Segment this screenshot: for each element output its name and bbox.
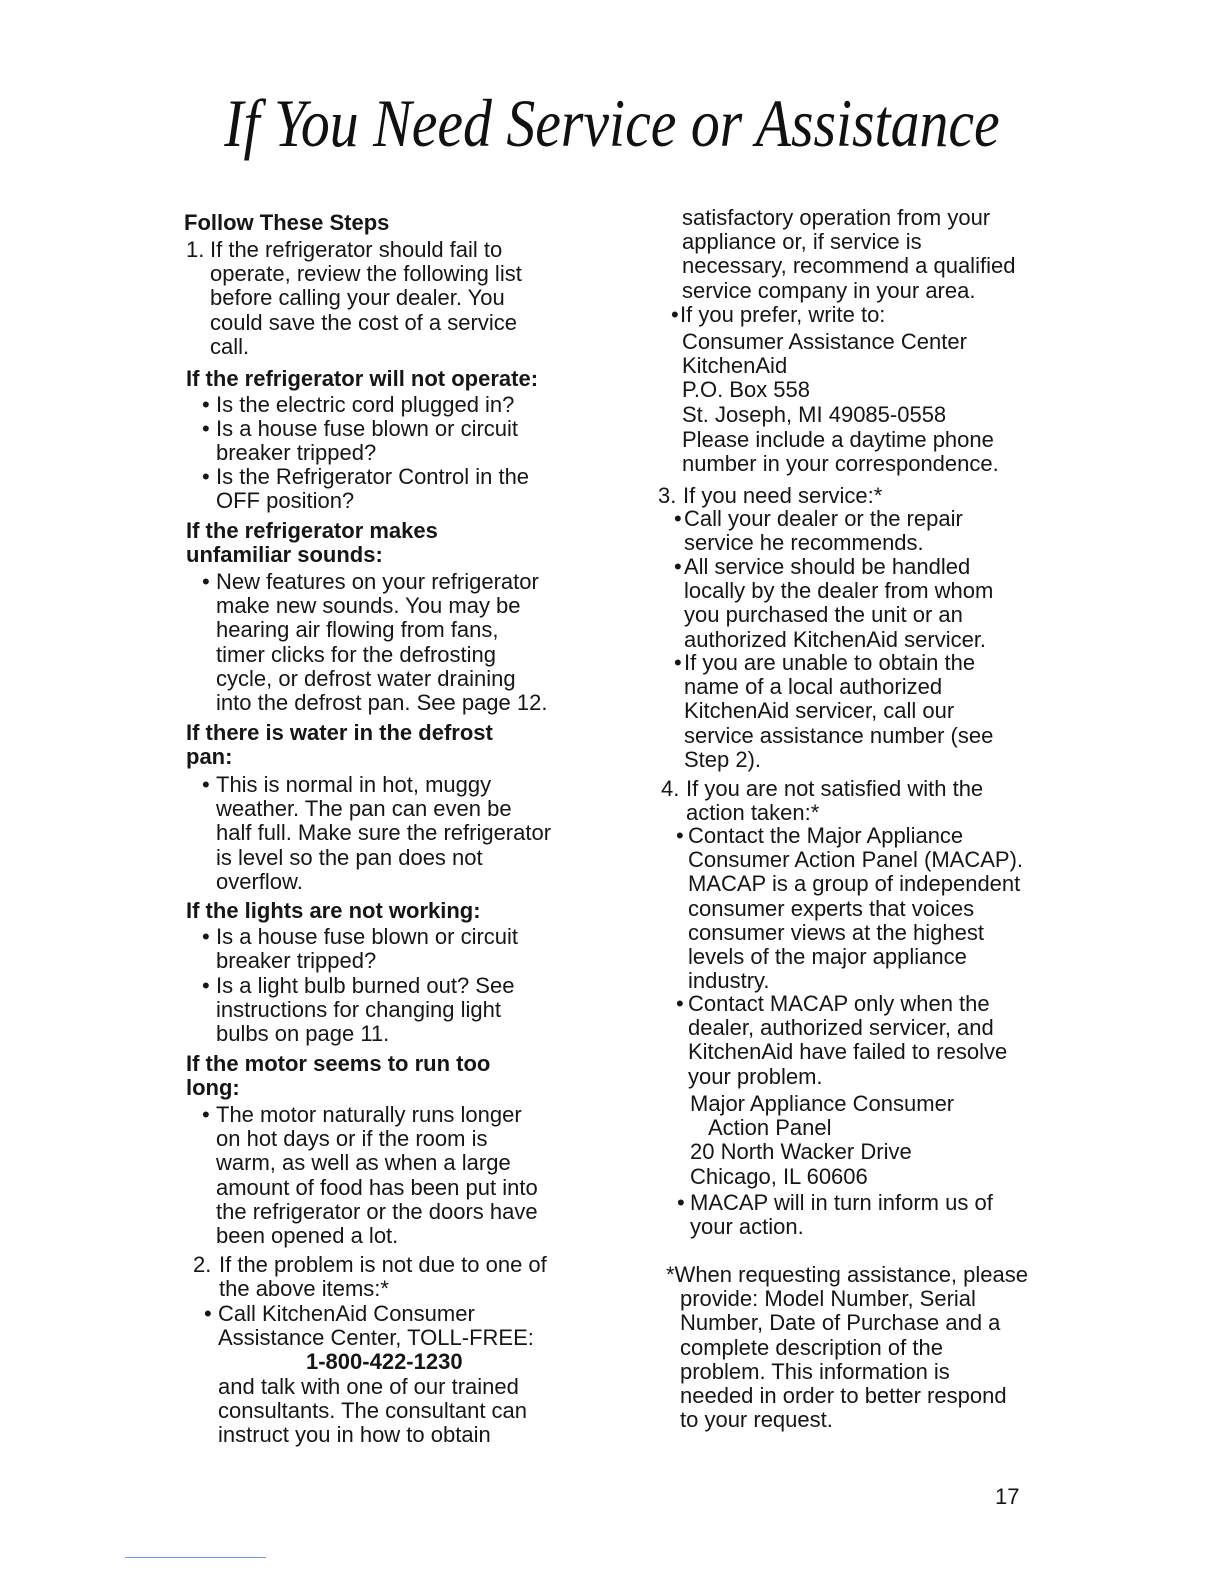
step-text: If the problem is not due to one of the above items:* (219, 1252, 547, 1302)
list-item-text: Is the Refrigerator Control in the OFF position? (216, 464, 530, 514)
list-item (676, 991, 1008, 1089)
step-text: If the refrigerator should fail to operate, review the following list before calling your dealer. You could save the cost of a service call. (210, 237, 522, 359)
address-line: Consumer Assistance Center (682, 329, 967, 354)
address-line: P.O. Box 558 (682, 377, 811, 403)
address-line: KitchenAid (682, 353, 788, 379)
paragraph: satisfactory operation from your appliance or, if service is necessary, recommend a qualified service company in your area. (682, 205, 1016, 303)
list-item-text: New features on your refrigerator make new sounds. You may be hearing air flowing from fans, timer clicks for the defrosting cycle, or defrost water draining into the defrost pan. See page 12. (216, 569, 548, 716)
page-title: If You Need Service or Assistance (224, 85, 1000, 161)
list-item-text: Is a house fuse blown or circuit breaker tripped? (216, 416, 519, 466)
step-number: 4. (661, 776, 680, 801)
list-item (202, 416, 519, 466)
bullet-icon: • (202, 973, 210, 998)
bullet-icon: • (202, 464, 210, 489)
step-1 (186, 238, 522, 359)
address-block (682, 330, 967, 427)
bullet-icon: • (676, 991, 684, 1016)
bullet-icon: • (674, 650, 682, 675)
list-item (202, 772, 552, 894)
list-item (202, 464, 530, 514)
bullet-icon: • (202, 1102, 210, 1127)
list-item-call-center (204, 1301, 534, 1448)
address-line: Action Panel (708, 1115, 832, 1141)
footnote (666, 1262, 1028, 1433)
bullet-icon: • (202, 416, 210, 441)
list-item-text: Is the electric cord plugged in? (216, 392, 515, 417)
list-item (674, 650, 994, 772)
step-text: If you need service:* (683, 483, 883, 508)
list-item (202, 924, 519, 974)
section-heading-sounds: If the refrigerator makes unfamiliar sounds: (186, 518, 438, 568)
step-3 (658, 484, 882, 508)
paragraph: Please include a daytime phone number in your correspondence. (682, 427, 999, 477)
list-item-text: This is normal in hot, muggy weather. The pan can even be half full. Make sure the refrigerator is level so the pan does not overflow. (216, 772, 552, 894)
section-heading-defrost-pan: If there is water in the defrost pan: (186, 720, 493, 770)
bullet-icon: • (674, 506, 682, 531)
list-item-text: Contact the Major Appliance Consumer Action Panel (MACAP). MACAP is a group of independent consumer experts that voices consumer views at the highest levels of the major appliance industry. (688, 823, 1024, 994)
bullet-icon: • (674, 554, 682, 579)
address-line: St. Joseph, MI 49085-0558 (682, 401, 947, 427)
bullet-icon: • (202, 772, 210, 797)
bullet-icon: • (676, 823, 684, 848)
section-heading-motor: If the motor seems to run too long: (186, 1051, 491, 1101)
list-item-text: If you prefer, write to: (680, 302, 886, 327)
list-item (202, 392, 515, 417)
bullet-icon: • (202, 392, 210, 417)
step-number: 1. (186, 237, 205, 262)
list-item-text: Call your dealer or the repair service he recommends. (684, 506, 963, 556)
list-item (674, 506, 963, 556)
list-item-text: The motor naturally runs longer on hot days or if the room is warm, as well as when a large amount of food has been put into the refrigerator or the doors have been opened a lot. (216, 1102, 538, 1249)
step-number: 2. (193, 1252, 212, 1277)
list-item (676, 823, 1024, 994)
list-item (202, 569, 548, 716)
address-line: 20 North Wacker Drive (690, 1139, 912, 1165)
list-item-text: and talk with one of our trained consultants. The consultant can instruct you in how to obtain (218, 1373, 528, 1448)
step-number: 3. (658, 483, 677, 508)
address-note (682, 428, 999, 476)
step-2 (193, 1253, 547, 1301)
steps-heading: Follow These Steps (184, 210, 390, 235)
page-number: 17 (995, 1484, 1020, 1509)
bottom-rule (125, 1557, 266, 1558)
list-item (677, 1190, 993, 1240)
list-item-text: All service should be handled locally by the dealer from whom you purchased the unit or an authorized KitchenAid servicer. (684, 554, 994, 652)
list-item-text: Is a light bulb burned out? See instructions for changing light bulbs on page 11. (216, 973, 515, 1047)
list-item-text: MACAP will in turn inform us of your action. (690, 1190, 993, 1240)
list-item-text: Contact MACAP only when the dealer, authorized servicer, and KitchenAid have failed to resolve your problem. (688, 991, 1008, 1089)
footnote-text: *When requesting assistance, please provide: Model Number, Serial Number, Date of Purchase and a complete description of the problem. This information is needed in order to better respond to your request. (666, 1262, 1028, 1433)
section-heading-not-operate: If the refrigerator will not operate: (186, 366, 539, 391)
list-item (671, 302, 886, 327)
phone-number: 1-800-422-1230 (306, 1349, 463, 1375)
bullet-icon: • (204, 1301, 212, 1326)
list-item-text: If you are unable to obtain the name of a local authorized KitchenAid servicer, call our service assistance number (see Step 2). (684, 650, 994, 772)
list-item-text: Is a house fuse blown or circuit breaker tripped? (216, 924, 519, 974)
list-item-text: Call KitchenAid Consumer Assistance Center, TOLL-FREE: (218, 1301, 534, 1351)
address-line: Chicago, IL 60606 (690, 1163, 868, 1189)
bullet-icon: • (671, 302, 679, 327)
section-heading-lights: If the lights are not working: (186, 898, 481, 923)
address-line: Major Appliance Consumer (690, 1091, 955, 1116)
list-item (674, 554, 994, 652)
bullet-icon: • (677, 1190, 685, 1215)
step-4 (661, 777, 983, 825)
continued-text (682, 206, 1015, 303)
bullet-icon: • (202, 924, 210, 949)
step-text: If you are not satisfied with the action taken:* (686, 776, 984, 826)
list-item (202, 1102, 538, 1249)
macap-address-block (690, 1092, 954, 1189)
list-item (202, 973, 515, 1047)
bullet-icon: • (202, 569, 210, 594)
